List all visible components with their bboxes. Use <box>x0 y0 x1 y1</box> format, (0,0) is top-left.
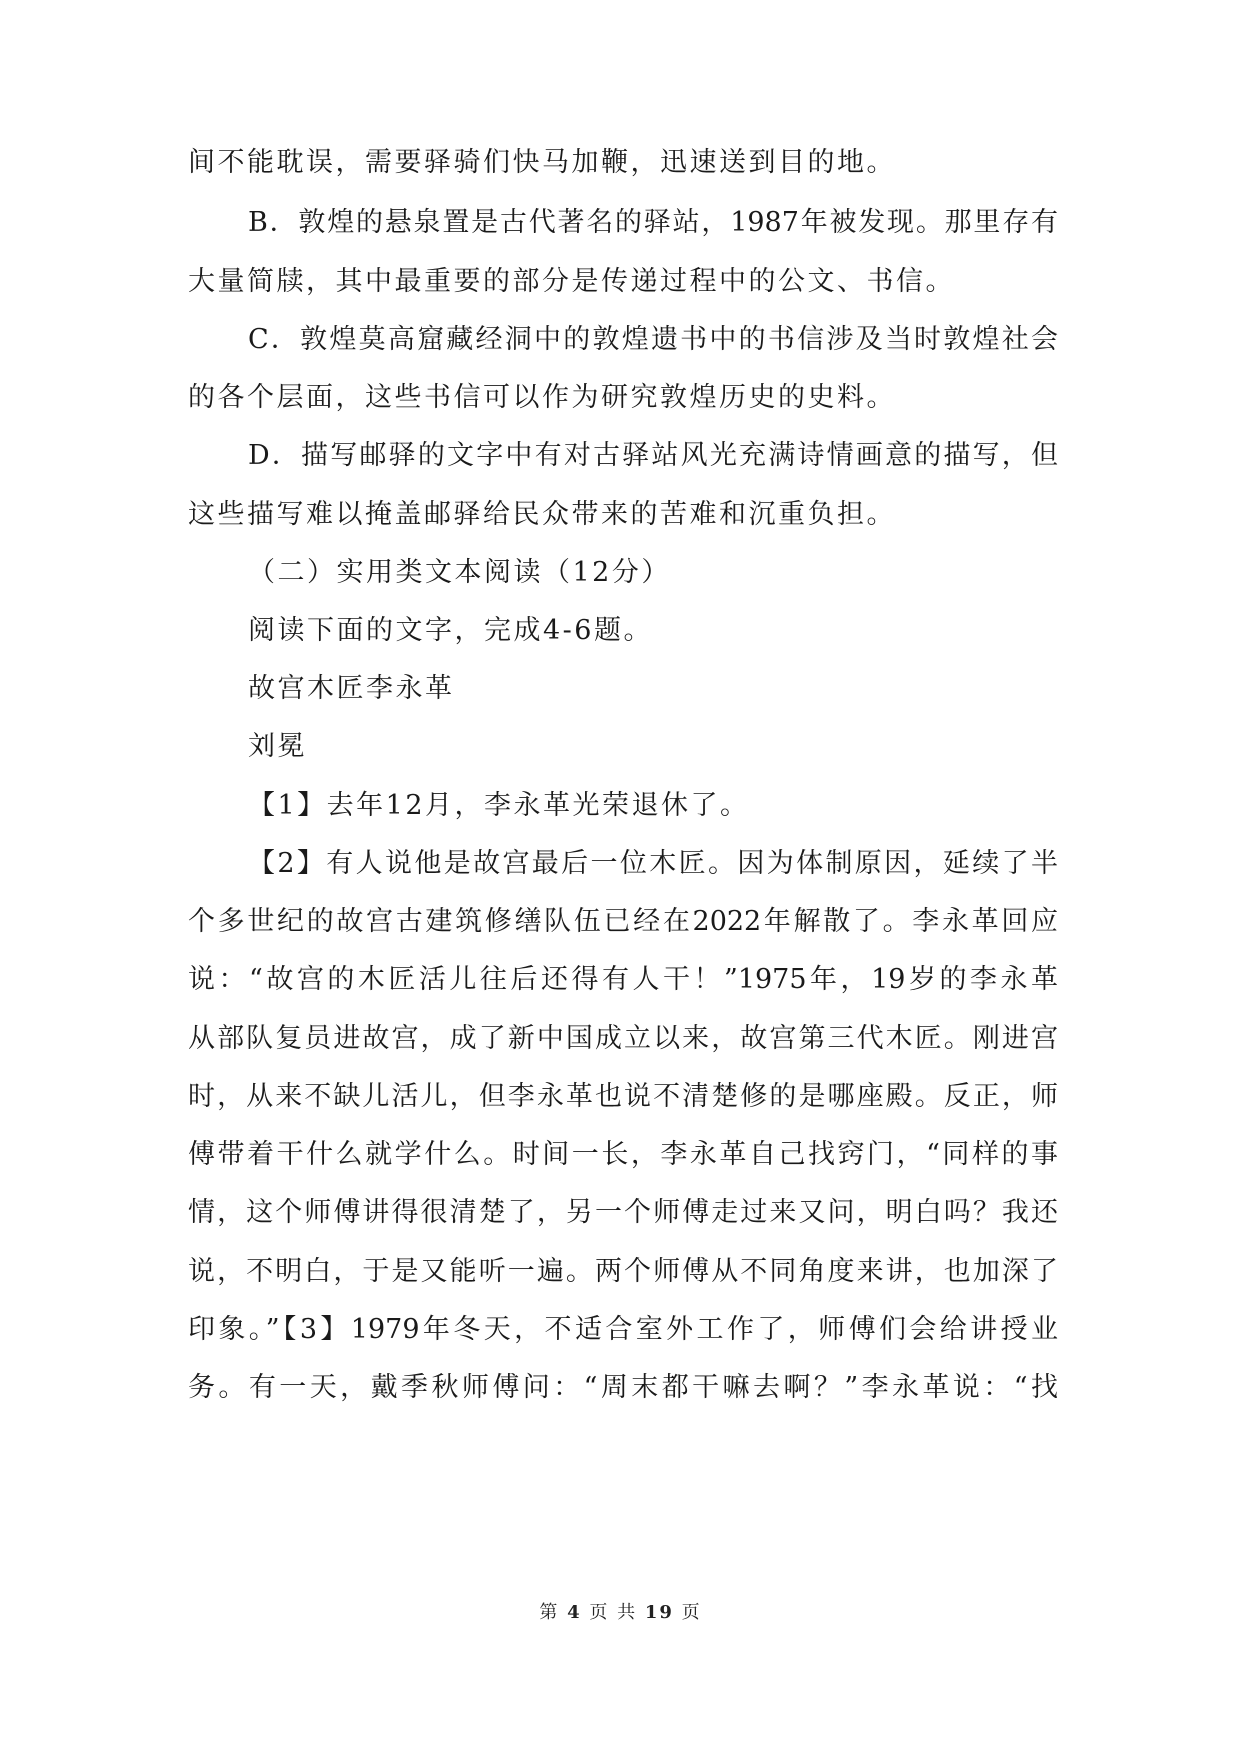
paragraph-2-start: 【2】有人说他是故宫最后一位木匠。因为体制原因，延续了半 <box>248 848 1058 879</box>
section-heading: （二）实用类文本阅读（12分） <box>248 557 671 588</box>
text-line: 情，这个师傅讲得很清楚了，另一个师傅走过来又问，明白吗？我还 <box>188 1197 1058 1228</box>
total-page-count: 19 <box>644 1602 674 1623</box>
text-line: 印象。”【3】1979年冬天，不适合室外工作了，师傅们会给讲授业 <box>188 1314 1058 1345</box>
text-line: 傅带着干什么就学什么。时间一长，李永革自己找窍门，“同样的事 <box>188 1139 1058 1170</box>
article-title: 故宫木匠李永革 <box>248 673 455 704</box>
option-c-line: C．敦煌莫高窟藏经洞中的敦煌遗书中的书信涉及当时敦煌社会 <box>248 324 1058 355</box>
footer-suffix: 页 <box>681 1602 702 1623</box>
text-line: 这些描写难以掩盖邮驿给民众带来的苦难和沉重负担。 <box>188 499 896 530</box>
footer-middle: 页 共 <box>589 1602 638 1623</box>
text-line: 时，从来不缺儿活儿，但李永革也说不清楚修的是哪座殿。反正，师 <box>188 1081 1058 1112</box>
option-b-line: B．敦煌的悬泉置是古代著名的驿站，1987年被发现。那里存有 <box>248 207 1058 238</box>
option-d-line: D．描写邮驿的文字中有对古驿站风光充满诗情画意的描写，但 <box>248 440 1058 471</box>
text-line: 大量简牍，其中最重要的部分是传递过程中的公文、书信。 <box>188 266 955 297</box>
page-footer <box>0 1598 1241 1624</box>
text-line: 说：“故宫的木匠活儿往后还得有人干！”1975年，19岁的李永革 <box>188 964 1058 995</box>
paragraph-1: 【1】去年12月，李永革光荣退休了。 <box>248 790 750 821</box>
text-line: 务。有一天，戴季秋师傅问：“周末都干嘛去啊？”李永革说：“找 <box>188 1372 1058 1403</box>
text-line: 间不能耽误，需要驿骑们快马加鞭，迅速送到目的地。 <box>188 147 896 178</box>
footer-prefix: 第 <box>539 1602 560 1623</box>
current-page-number: 4 <box>567 1602 582 1623</box>
text-line: 从部队复员进故宫，成了新中国成立以来，故宫第三代木匠。刚进宫 <box>188 1023 1058 1054</box>
text-line: 个多世纪的故宫古建筑修缮队伍已经在2022年解散了。李永革回应 <box>188 906 1058 937</box>
text-line: 的各个层面，这些书信可以作为研究敦煌历史的史料。 <box>188 382 896 413</box>
instruction-line: 阅读下面的文字，完成4-6题。 <box>248 615 653 646</box>
text-line: 说，不明白，于是又能听一遍。两个师傅从不同角度来讲，也加深了 <box>188 1256 1058 1287</box>
article-author: 刘冕 <box>248 731 307 762</box>
